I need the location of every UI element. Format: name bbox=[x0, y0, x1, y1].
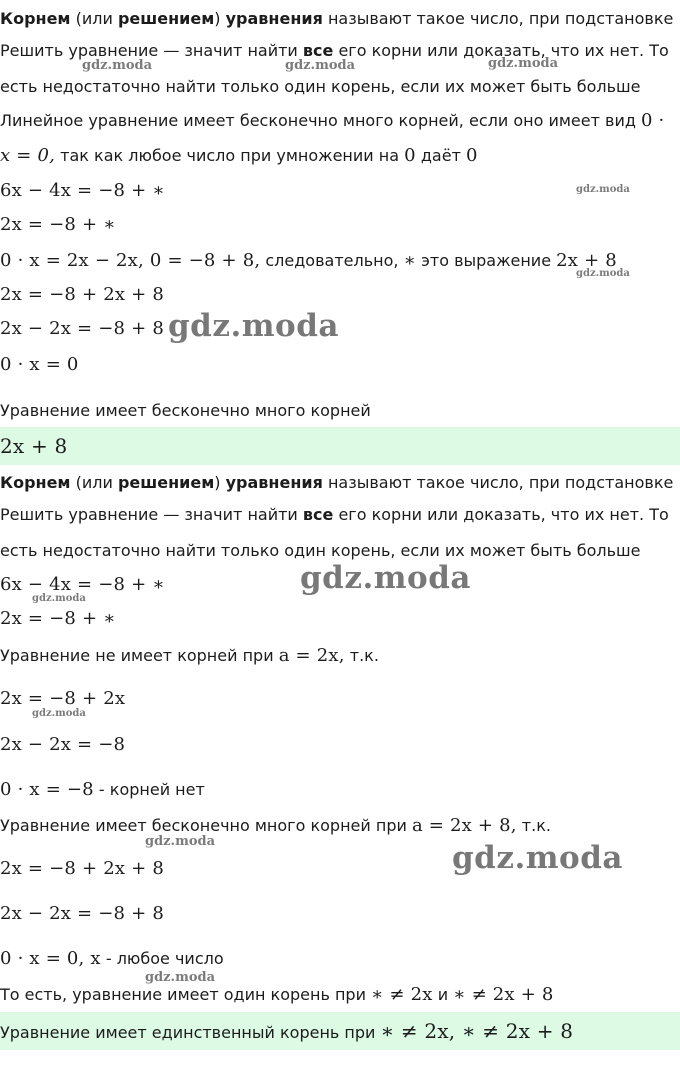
text: Уравнение имеет единственный корень при bbox=[0, 1023, 381, 1042]
intro-definition-line-2 bbox=[0, 472, 673, 494]
conclusion-1: Уравнение имеет бесконечно много корней bbox=[0, 401, 371, 420]
math-inline: ∗ ≠ 2x, ∗ ≠ 2x + 8 bbox=[380, 1019, 574, 1043]
answer-2 bbox=[0, 1020, 573, 1044]
text: т.к. bbox=[344, 646, 379, 665]
case-one-root bbox=[0, 984, 554, 1006]
text: - любое число bbox=[100, 949, 224, 968]
text: даёт bbox=[415, 146, 466, 165]
watermark-logo: gdz.moda bbox=[576, 184, 630, 195]
text: ) bbox=[214, 9, 226, 28]
watermark-logo: gdz.moda bbox=[452, 840, 623, 876]
watermark-logo: gdz.moda bbox=[82, 58, 153, 73]
equation-step-2-1: 6x − 4x = −8 + ∗ bbox=[0, 574, 165, 595]
text: Решить уравнение — значит найти bbox=[0, 505, 303, 524]
answer-box-1 bbox=[0, 427, 680, 465]
equation-step-2-5 bbox=[0, 779, 205, 801]
math-inline: 0 · x = 0, x bbox=[0, 948, 101, 969]
watermark-logo: gdz.moda bbox=[145, 970, 216, 985]
term-root: Корнем bbox=[0, 9, 71, 28]
answer-box-2 bbox=[0, 1012, 680, 1050]
math-inline: 0 · x = −8 bbox=[0, 779, 94, 800]
answer-1: 2x + 8 bbox=[0, 434, 68, 458]
text: называют такое число, при подстановке bbox=[322, 9, 674, 28]
math-inline: 0 · x = 2x − 2x, 0 = −8 + 8, bbox=[0, 250, 261, 271]
text: Линейное уравнение имеет бесконечно много корней, если оно имеет вид bbox=[0, 111, 641, 130]
math-inline: x = 0, bbox=[0, 145, 56, 166]
term-all: все bbox=[302, 505, 334, 524]
term-root: Корнем bbox=[0, 473, 71, 492]
equation-step-5: 2x − 2x = −8 + 8 bbox=[0, 318, 164, 339]
equation-step-2: 2x = −8 + ∗ bbox=[0, 214, 116, 235]
equation-step-1: 6x − 4x = −8 + ∗ bbox=[0, 180, 165, 201]
math-inline: 0 bbox=[404, 145, 416, 166]
text: (или bbox=[70, 473, 118, 492]
watermark-logo: gdz.moda bbox=[285, 58, 356, 73]
term-equation: уравнения bbox=[225, 473, 323, 492]
intro-continuation-line: есть недостаточно найти только один корень, если их может быть больше bbox=[0, 77, 641, 96]
equation-step-2-8 bbox=[0, 948, 224, 970]
equation-step-2-2: 2x = −8 + ∗ bbox=[0, 608, 116, 629]
text: Решить уравнение — значит найти bbox=[0, 41, 303, 60]
math-inline: a = 2x + 8, bbox=[411, 815, 517, 836]
equation-step-4: 2x = −8 + 2x + 8 bbox=[0, 284, 164, 305]
math-inline: a = 2x, bbox=[278, 645, 345, 666]
text: т.к. bbox=[516, 816, 551, 835]
watermark-logo: gdz.moda bbox=[32, 708, 86, 719]
text: и bbox=[432, 985, 454, 1004]
text: Уравнение не имеет корней при bbox=[0, 646, 279, 665]
equation-step-2-6: 2x = −8 + 2x + 8 bbox=[0, 858, 164, 879]
case-no-roots bbox=[0, 645, 379, 667]
linear-equation-note-cont bbox=[0, 145, 478, 167]
watermark-logo: gdz.moda bbox=[32, 593, 86, 604]
equation-step-2-3: 2x = −8 + 2x bbox=[0, 688, 126, 709]
text: его корни или доказать, что их нет. То bbox=[333, 505, 669, 524]
equation-step-2-7: 2x − 2x = −8 + 8 bbox=[0, 903, 164, 924]
text: это выражение bbox=[416, 251, 557, 270]
text: Уравнение имеет бесконечно много корней при bbox=[0, 816, 412, 835]
text: - корней нет bbox=[93, 780, 205, 799]
text: То есть, уравнение имеет один корень при bbox=[0, 985, 372, 1004]
text: (или bbox=[70, 9, 118, 28]
equation-step-3 bbox=[0, 250, 617, 272]
watermark-logo: gdz.moda bbox=[576, 268, 630, 279]
text: его корни или доказать, что их нет. То bbox=[333, 41, 669, 60]
term-equation: уравнения bbox=[225, 9, 323, 28]
watermark-logo: gdz.moda bbox=[145, 834, 216, 849]
math-inline: ∗ ≠ 2x bbox=[371, 984, 433, 1005]
case-infinite-roots bbox=[0, 815, 551, 837]
intro-definition-line bbox=[0, 8, 673, 30]
term-solution: решением bbox=[117, 9, 215, 28]
math-inline: ∗ ≠ 2x + 8 bbox=[453, 984, 554, 1005]
math-inline: 2x + 8 bbox=[556, 250, 617, 271]
intro-continuation-line-2: есть недостаточно найти только один корень, если их может быть больше bbox=[0, 541, 641, 560]
term-solution: решением bbox=[117, 473, 215, 492]
text: так как любое число при умножении на bbox=[55, 146, 405, 165]
watermark-logo: gdz.moda bbox=[488, 56, 559, 71]
math-inline: ∗ bbox=[403, 250, 416, 271]
equation-step-6: 0 · x = 0 bbox=[0, 354, 79, 375]
text: называют такое число, при подстановке bbox=[322, 473, 674, 492]
text: ) bbox=[214, 473, 226, 492]
linear-equation-note bbox=[0, 110, 664, 132]
watermark-logo: gdz.moda bbox=[300, 560, 471, 596]
equation-step-2-4: 2x − 2x = −8 bbox=[0, 734, 126, 755]
term-all: все bbox=[302, 41, 334, 60]
math-inline: 0 · bbox=[640, 110, 665, 131]
text: следовательно, bbox=[260, 251, 404, 270]
intro-solve-line-2 bbox=[0, 504, 669, 526]
math-inline: 0 bbox=[465, 145, 478, 166]
watermark-logo: gdz.moda bbox=[168, 308, 339, 344]
